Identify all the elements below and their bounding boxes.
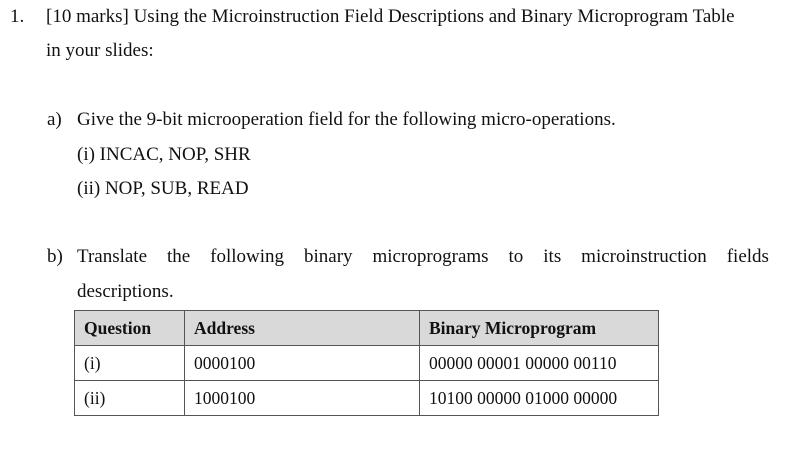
part-b-word: the (166, 246, 191, 267)
part-a-item-1: (i) INCAC, NOP, SHR (77, 144, 251, 165)
table-row (75, 346, 659, 381)
header-question: Question (75, 311, 185, 346)
question-intro-line2: in your slides: (46, 40, 154, 61)
part-b-word: microinstruction (581, 246, 707, 267)
microprogram-table (74, 310, 659, 416)
part-b-label: b) (47, 246, 63, 267)
part-b-word: fields (726, 246, 769, 267)
part-b-prompt-line2: descriptions. (77, 281, 174, 302)
cell-address: 1000100 (185, 381, 420, 416)
part-a-prompt: Give the 9-bit microoperation field for the following micro-operations. (77, 109, 616, 130)
header-address: Address (185, 311, 420, 346)
cell-question: (ii) (75, 381, 185, 416)
cell-binary: 10100 00000 01000 00000 (420, 381, 659, 416)
cell-binary: 00000 00001 00000 00110 (420, 346, 659, 381)
part-b-word: microprograms (372, 246, 489, 267)
question-intro-line1: [10 marks] Using the Microinstruction Field Descriptions and Binary Microprogram Table (46, 6, 735, 27)
table-row (75, 381, 659, 416)
part-b-word: to (508, 246, 524, 267)
part-b-word: following (210, 246, 285, 267)
header-binary-microprogram: Binary Microprogram (420, 311, 659, 346)
part-b-prompt (77, 246, 769, 268)
part-b-word: binary (304, 246, 353, 267)
part-b-word: its (543, 246, 562, 267)
question-number: 1. (10, 6, 25, 27)
table-header-row (75, 311, 659, 346)
part-b-word: Translate (77, 246, 148, 267)
cell-address: 0000100 (185, 346, 420, 381)
cell-question: (i) (75, 346, 185, 381)
part-a-item-2: (ii) NOP, SUB, READ (77, 178, 249, 199)
part-a-label: a) (47, 109, 62, 130)
